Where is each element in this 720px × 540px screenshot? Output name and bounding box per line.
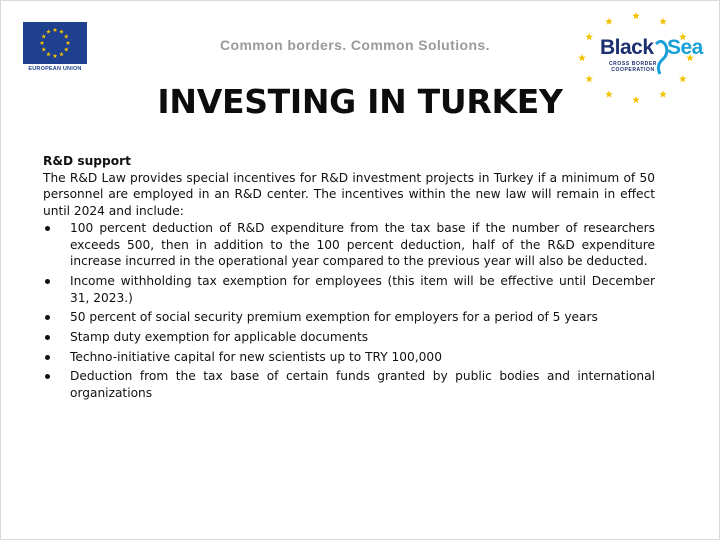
star-icon xyxy=(632,12,640,19)
slogan: Common borders. Common Solutions. xyxy=(220,37,490,53)
star-icon xyxy=(578,54,586,61)
list-item-text: Income withholding tax exemption for employees (this item will be effective until December 31, 2023.) xyxy=(70,273,655,305)
eu-flag-icon xyxy=(23,22,87,64)
bullet-icon xyxy=(45,279,50,284)
bullet-icon xyxy=(45,374,50,379)
list-item-text: Stamp duty exemption for applicable documents xyxy=(70,330,369,345)
bullet-list xyxy=(43,220,655,402)
bullet-icon xyxy=(45,335,50,340)
list-item xyxy=(43,220,655,270)
logo-subtitle-line2: COOPERATION xyxy=(611,67,655,73)
bullet-icon xyxy=(45,355,50,360)
list-item-text: Deduction from the tax base of certain funds granted by public bodies and international organizations xyxy=(70,369,655,401)
section-heading: R&D support xyxy=(43,154,131,168)
logo-subtitle-line1: CROSS BORDER xyxy=(608,61,658,67)
logo-word-black: Black xyxy=(600,36,654,59)
list-item-text: Techno-initiative capital for new scientists up to TRY 100,000 xyxy=(70,349,442,364)
star-icon xyxy=(605,18,613,25)
list-item-text: 100 percent deduction of R&D expenditure from the tax base if the number of researchers exceeds 500, then in addition to the 100 percent deduction, half of the R&D expenditure increase incurred in the operational year compared to the previous year will also be deducted. xyxy=(70,220,655,269)
list-item xyxy=(43,329,655,346)
intro-paragraph: The R&D Law provides special incentives for R&D investment projects in Turkey if a minimum of 50 personnel are employed in an R&D center. The incentives within the new law will remain in effect until 2024 and include: xyxy=(43,170,655,219)
list-item xyxy=(43,273,655,306)
bullet-icon xyxy=(45,315,50,320)
eu-logo xyxy=(23,22,87,72)
bullet-icon xyxy=(45,226,50,231)
list-item xyxy=(43,368,655,401)
logo-word-sea: Sea xyxy=(667,36,703,59)
list-item xyxy=(43,349,655,366)
list-item xyxy=(43,309,655,326)
star-icon xyxy=(659,18,667,25)
eu-logo-text: EUROPEAN UNION xyxy=(28,66,82,72)
star-icon xyxy=(585,33,593,40)
list-item-text: 50 percent of social security premium exemption for employers for a period of 5 years xyxy=(70,310,598,325)
content-body xyxy=(43,153,655,402)
page-title: INVESTING IN TURKEY xyxy=(157,82,563,121)
